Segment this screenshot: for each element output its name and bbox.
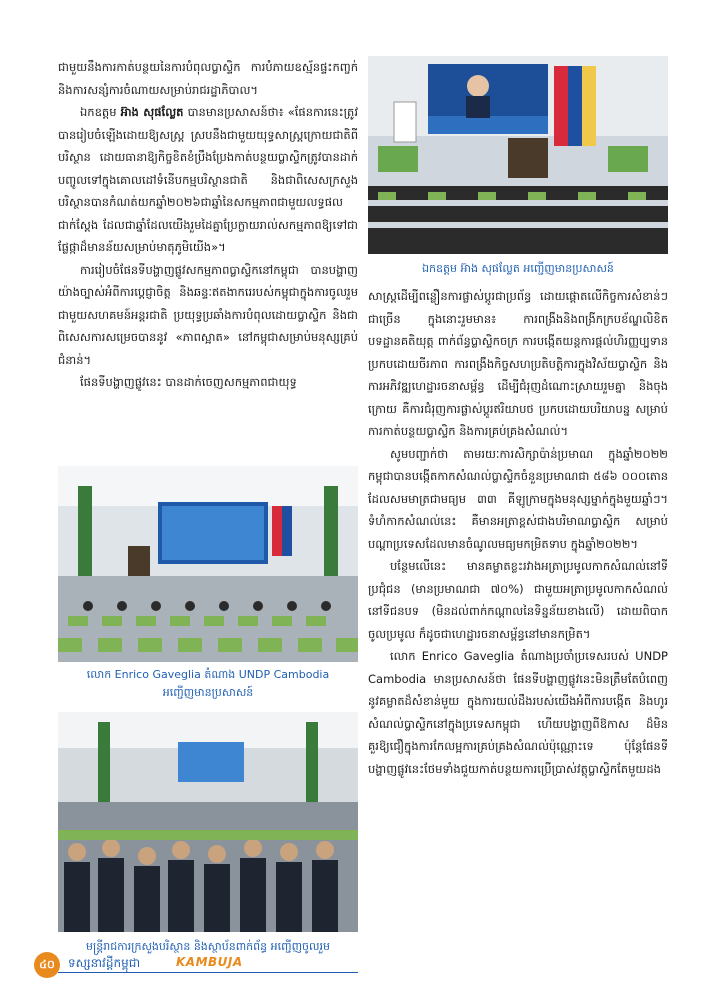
left-column — [58, 56, 358, 394]
speaker-photo — [368, 56, 668, 254]
photo-caption: ឯកឧត្តម អ៊ាង សុផល្លែត អញ្ជើញមានប្រសាសន៍ — [422, 262, 614, 275]
paragraph: ជាមួយនឹងការកាត់បន្ថយនៃការបំពុលប្លាស្ទិក ការបំភាយឧស្ម័នផ្ទះកញ្ចក់ និងការសន្សំការចំណាយសម្រាប់រាជរដ្ឋាភិបាល។ — [58, 60, 358, 97]
text-span: បានមានប្រសាសន៍ថា៖ «ផែនការនេះត្រូវបានរៀបចំឡើងដោយឱ្យសស្ត្រ ស្របនឹងជាមួយយុទ្ធសាស្ត្រក្រោយជាតិពីបរិស្ថាន ដោយធានាឱ្យកិច្ចខិតខំប្រឹងប្រែងកាត់បន្ថយប្លាស្ទិកត្រូវបានដាក់បញ្ចូលទៅក្នុងគោលដៅទំនើបកម្មបរិស្ថានជាតិ និងជាពិសេសក្រសួងបរិស្ថានបានកំណត់យកឆ្នាំ២០២៦ជាឆ្នាំនៃសកម្មភាពជាមួយលទ្ធផលជាក់ស្ដែង ដែលជាឆ្នាំដែលយើងរួមដៃគ្នាប្រែក្លាយរាល់សកម្មភាពឱ្យទៅជាផ្លែផ្កាដ៏មានន័យសម្រាប់មាតុភូមិយើង»។ — [58, 105, 358, 254]
paragraph: សូមបញ្ជាក់ថា តាមរយៈការសិក្សាប៉ាន់ប្រមាណ ក្នុងឆ្នាំ២០២២ កម្ពុជាបានបង្កើតកាកសំណល់ប្លាស្ទិកចំនួនប្រមាណជា ៥៨៦ ០០០តោន ដែលសមមាត្រជាមធ្យម ៣៣ គីឡូក្រាមក្នុងមនុស្សម្នាក់ក្នុងមួយឆ្នាំៗ។ ទំហំកាកសំណល់នេះ គឺមានអត្រាខ្ពស់ជាងបរិមាណប្លាស្ទិក សម្រាប់បណ្ដាប្រទេសដែលមានចំណូលមធ្យមកម្រិតទាប ក្នុងឆ្នាំ២០២២។ — [368, 446, 668, 551]
text-span: ឯកឧត្តម — [80, 105, 121, 119]
conference-hall-illustration — [368, 56, 668, 254]
caption-line: អញ្ជើញមានប្រសាសន៍ — [162, 686, 254, 699]
paragraph: ផែនទីបង្ហាញផ្លូវនេះ បានដាក់ចេញសកម្មភាពជាយុទ្ធ — [80, 375, 297, 389]
page-number: ៤០ — [34, 952, 60, 978]
right-column — [368, 285, 668, 780]
paragraph: សាស្ត្រដើម្បីពន្លឿនការផ្លាស់ប្ដូរជាប្រព័ន្ធ ដោយផ្ដោតលើកិច្ចការសំខាន់ៗជាច្រើន ក្នុងនោះរួមមាន៖ ការពង្រឹងនិងពង្រីកក្របខ័ណ្ឌលិខិតបទដ្ឋានគតិយុត្ត ពាក់ព័ន្ធប្លាស្ទិកចក្រ ការបង្កើតយន្តការផ្ដល់ហិរញ្ញប្បទានប្រកបដោយចីរភាព ការពង្រឹងកិច្ចសហប្រតិបត្តិការក្នុងវិស័យប្លាស្ទិក និងការអភិវឌ្ឍហេដ្ឋារចនាសម្ព័ន្ធ ដើម្បីជំរុញដំណោះស្រាយរួមគ្នា និងចុងក្រោយ គឺការជំរុញការផ្លាស់ប្ដូរឥរិយាបថ ប្រកបដោយបរិយាបន្ន សម្រាប់ការកាត់បន្ថយប្លាស្ទិក និងការគ្រប់គ្រងសំណល់។ — [368, 289, 668, 438]
audience-photo — [58, 712, 358, 932]
speaker-name: អ៊ាង សុផល្លែត — [120, 105, 184, 119]
audience-illustration — [58, 712, 358, 932]
photo-caption: មន្ត្រីរាជការក្រសួងបរិស្ថាន និងស្ថាប័នពាក់ព័ន្ធ អញ្ជើញចូលរួម — [86, 940, 330, 953]
footer-divider — [58, 972, 358, 973]
conference-hall-illustration — [58, 466, 358, 662]
paragraph: លោក Enrico Gaveglia តំណាងប្រចាំប្រទេសរបស់ UNDP Cambodia មានប្រសាសន៍ថា ផែនទីបង្ហាញផ្លូវនេះមិនត្រឹមតែបំពេញនូវគម្លាតដ៏សំខាន់មួយ ក្នុងការយល់ដឹងរបស់យើងអំពីការបង្កើត និងហូរសំណល់ប្លាស្ទិកនៅក្នុងប្រទេសកម្ពុជា ហើយបង្ហាញពីឱកាស ដ៏មិនគួរឱ្យជឿក្នុងការកែលម្អការគ្រប់គ្រងសំណល់ប៉ុណ្ណោះទេ ប៉ុន្តែផែនទីបង្ហាញផ្លូវនេះថែមទាំងជួយកាត់បន្ថយការប្រើប្រាស់វត្ថុប្លាស្ទិកតែមួយដង — [368, 649, 668, 776]
magazine-name: ទស្សនាវដ្ដីកម្ពុជា — [68, 956, 141, 970]
magazine-brand: KAMBUJA — [176, 955, 243, 969]
photo-caption — [58, 666, 358, 702]
hall-photo — [58, 466, 358, 662]
paragraph — [58, 101, 358, 259]
paragraph: បន្ថែមលើនេះ មានគម្លាតខ្លះរវាងអត្រាប្រមូលកាកសំណល់នៅទីប្រជុំជន (មានប្រមាណជា ៧០%) ជាមួយអត្រាប្រមូលកាកសំណល់នៅទីជនបទ (មិនដល់ពាក់កណ្ដាលនៃទិន្នន័យខាងលើ) ដោយពិបាកចូលប្រមូល ក៏ដូចជាហេដ្ឋារចនាសម្ព័ន្ធនៅមានកម្រិត។ — [368, 559, 668, 641]
caption-line: លោក Enrico Gaveglia តំណាង UNDP Cambodia — [86, 668, 330, 681]
paragraph: ការរៀបចំផែនទីបង្ហាញផ្លូវសកម្មភាពប្លាស្ទិកនៅកម្ពុជា បានបង្ហាញយ៉ាងច្បាស់អំពីការប្ដេជ្ញាចិត្ត និងឆន្ទៈឥតងាករេរបស់កម្ពុជាក្នុងការចូលរួមជាមួយសហគមន៍អន្តរជាតិ ប្រយុទ្ធប្រឆាំងការបំពុលដោយប្លាស្ទិក និងជាពិសេសការសម្រេចបាននូវ «ភាពស្អាត» នៅកម្ពុជាសម្រាប់មនុស្សគ្រប់ជំនាន់។ — [58, 262, 358, 367]
